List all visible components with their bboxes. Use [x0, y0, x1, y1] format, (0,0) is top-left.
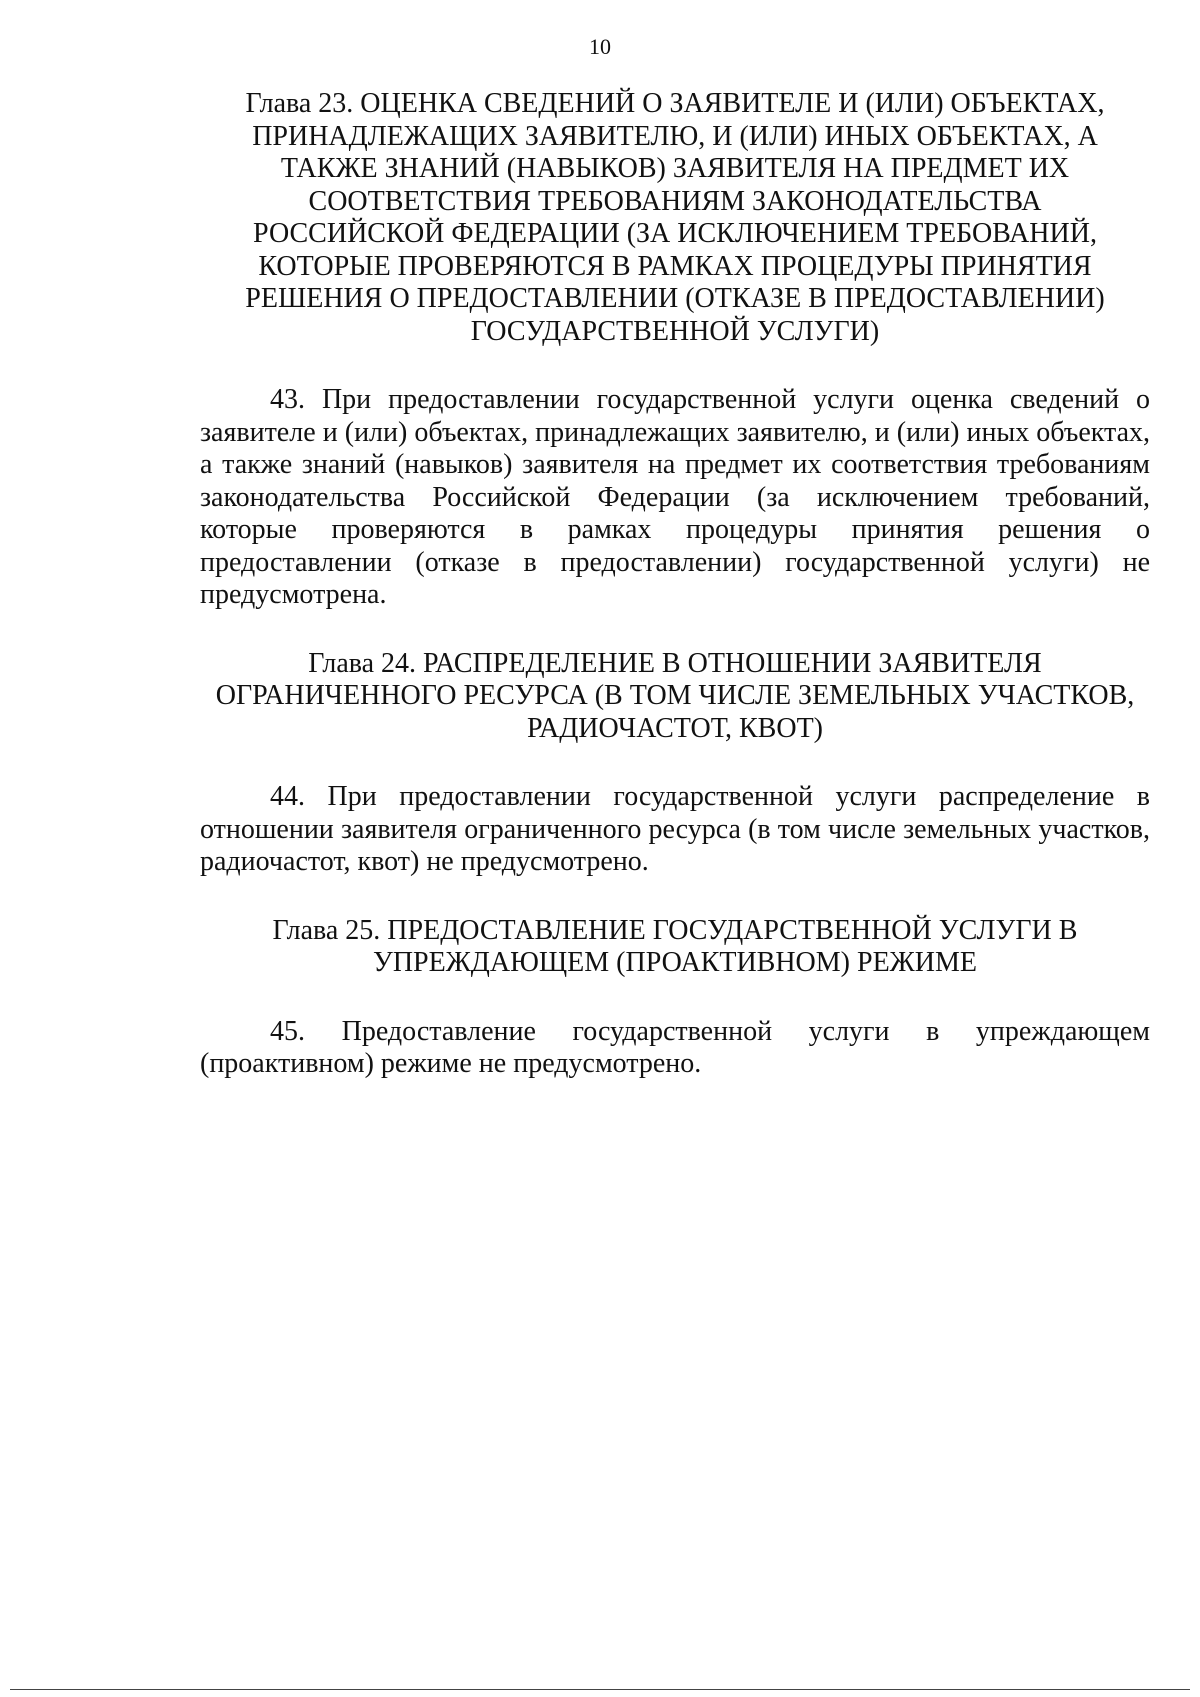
heading-line: РЕШЕНИЯ О ПРЕДОСТАВЛЕНИИ (ОТКАЗЕ В ПРЕДОСТАВЛЕНИИ): [245, 283, 1105, 314]
heading-line: Глава 23. ОЦЕНКА СВЕДЕНИЙ О ЗАЯВИТЕЛЕ И (ИЛИ) ОБЪЕКТАХ,: [245, 88, 1105, 119]
heading-line: УПРЕЖДАЮЩЕМ (ПРОАКТИВНОМ) РЕЖИМЕ: [373, 947, 977, 978]
paragraph-43: 43. При предоставлении государственной услуги оценка сведений о заявителе и (или) объектах, принадлежащих заявителю, и (или) иных объектах, а также знаний (навыков) заявителя на предмет их соответствия требованиям законодательства Российской Федерации (за исключением требований, которые проверяются в рамках процедуры принятия решения о предоставлении (отказе в предоставлении) государственной услуги) не предусмотрена.: [200, 384, 1150, 610]
chapter-25-heading: [200, 915, 1150, 980]
heading-line: РОССИЙСКОЙ ФЕДЕРАЦИИ (ЗА ИСКЛЮЧЕНИЕМ ТРЕБОВАНИЙ,: [253, 218, 1097, 249]
heading-line: Глава 24. РАСПРЕДЕЛЕНИЕ В ОТНОШЕНИИ ЗАЯВИТЕЛЯ: [308, 647, 1042, 679]
heading-line: СООТВЕТСТВИЯ ТРЕБОВАНИЯМ ЗАКОНОДАТЕЛЬСТВА: [308, 185, 1042, 217]
page-number: 10: [589, 34, 611, 59]
chapter-24-heading: [200, 648, 1150, 746]
paragraph-44: 44. При предоставлении государственной услуги распределение в отношении заявителя ограниченного ресурса (в том числе земельных участков, радиочастот, квот) не предусмотрено.: [200, 781, 1150, 877]
heading-line: ТАКЖЕ ЗНАНИЙ (НАВЫКОВ) ЗАЯВИТЕЛЯ НА ПРЕДМЕТ ИХ: [280, 153, 1070, 184]
heading-line: ГОСУДАРСТВЕННОЙ УСЛУГИ): [470, 315, 880, 347]
document-body: [200, 88, 1150, 1081]
chapter-23-heading: [200, 88, 1150, 348]
page-bottom-edge: [10, 1689, 1190, 1690]
paragraph-45: 45. Предоставление государственной услуги в упреждающем (проактивном) режиме не предусмотрено.: [200, 1015, 1150, 1079]
heading-line: ОГРАНИЧЕННОГО РЕСУРСА (В ТОМ ЧИСЛЕ ЗЕМЕЛЬНЫХ УЧАСТКОВ,: [215, 680, 1135, 711]
heading-line: Глава 25. ПРЕДОСТАВЛЕНИЕ ГОСУДАРСТВЕННОЙ УСЛУГИ В: [272, 914, 1078, 946]
heading-line: ПРИНАДЛЕЖАЩИХ ЗАЯВИТЕЛЮ, И (ИЛИ) ИНЫХ ОБЪЕКТАХ, А: [252, 120, 1098, 152]
heading-line: КОТОРЫЕ ПРОВЕРЯЮТСЯ В РАМКАХ ПРОЦЕДУРЫ ПРИНЯТИЯ: [258, 250, 1092, 282]
heading-line: РАДИОЧАСТОТ, КВОТ): [526, 712, 823, 744]
